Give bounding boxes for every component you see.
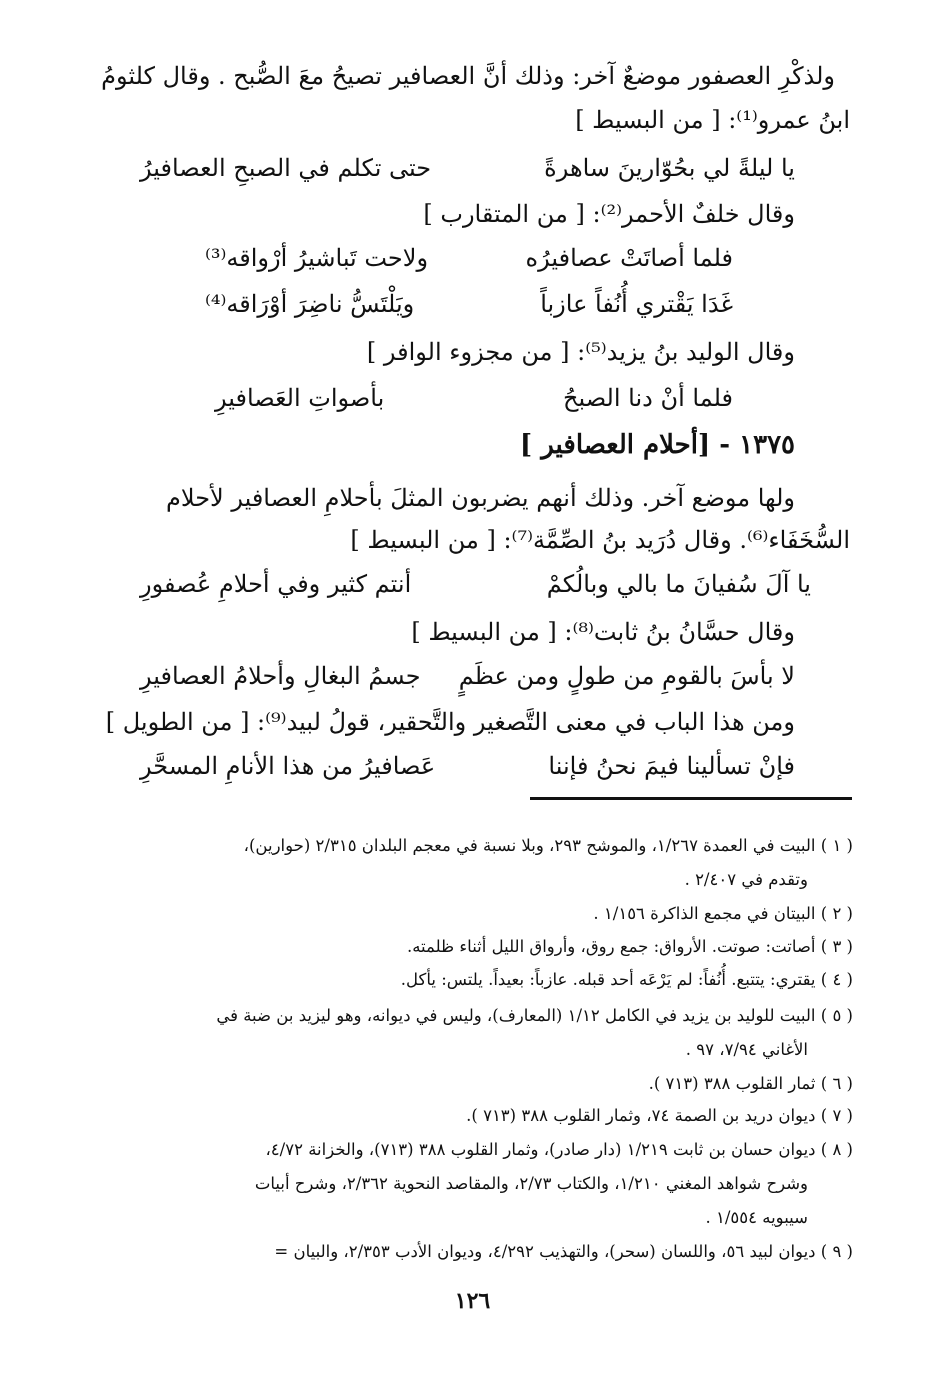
footnote-continuation: الأغاني ٧/٩٤، ٩٧ . xyxy=(685,1040,808,1059)
paragraph-line: ولها موضع آخر. وذلك أنهم يضربون المثلَ بأحلامِ العصافير لأحلام xyxy=(166,484,795,512)
verse-hemistich-second: ولاحت تَباشيرُ أرْواقه⁽³⁾ xyxy=(205,244,429,272)
verse-hemistich-second: حتى تكلم في الصبحِ العصافيرُ xyxy=(140,154,432,182)
verse-hemistich-first: غَدَا يَقْتري أُنُفاً عازباً xyxy=(540,290,733,318)
paragraph-line: السُّخَفَاء⁽⁶⁾. وقال دُرَيد بنُ الصِّمَّة⁽⁷⁾: [ من البسيط ] xyxy=(350,526,850,554)
footnote: ( ١ ) البيت في العمدة ١/٢٦٧، والموشح ٢٩٣، وبلا نسبة في معجم البلدان ٢/٣١٥ (حوارين)، xyxy=(243,836,853,855)
footnote: ( ٦ ) ثمار القلوب ٣٨٨ (٧١٣ ). xyxy=(648,1074,853,1093)
section-heading: ١٣٧٥ - [أحلام العصافير ] xyxy=(519,430,795,460)
footnote: ( ٧ ) ديوان دريد بن الصمة ٧٤، وثمار القلوب ٣٨٨ (٧١٣ ). xyxy=(466,1106,853,1125)
verse-hemistich-first: لا بأسَ بالقومِ من طولٍ ومن عظَمٍ xyxy=(458,662,795,690)
verse-hemistich-second: أنتم كثير وفي أحلامِ عُصفورِ xyxy=(140,570,412,598)
footnote: ( ٣ ) أصاتت: صوتت. الأرواق: جمع روق، وأرواق الليل أثناء ظلمته. xyxy=(406,937,853,956)
footnote: ( ٩ ) ديوان لبيد ٥٦، واللسان (سحر)، والتهذيب ٤/٢٩٢، وديوان الأدب ٢/٣٥٣، والبيان = xyxy=(274,1242,853,1261)
paragraph-line: ولذكْرِ العصفور موضعٌ آخر: وذلك أنَّ العصافير تصيحُ معَ الصُّبح . وقال كلثومُ xyxy=(101,62,835,90)
verse-hemistich-second: جسمُ البغالِ وأحلامُ العصافيرِ xyxy=(140,662,421,690)
footnote: ( ٤ ) يقتري: يتتبع. أُنُفاً: لم يَرْعَه أحد قبله. عازباً: بعيداً. يلتس: يأكل. xyxy=(400,970,853,989)
verse-hemistich-first: فلما أنْ دنا الصبحُ xyxy=(563,384,733,412)
verse-hemistich-first: يا ليلةً لي بحُوّارينَ ساهرةً xyxy=(544,154,795,182)
verse-hemistich-first: فلما أصاتَتْ عصافيرُه xyxy=(525,244,733,272)
footnote-continuation: سيبويه ١/٥٥٤ . xyxy=(705,1208,808,1227)
paragraph-line: ابنُ عمرو⁽¹⁾: [ من البسيط ] xyxy=(575,106,850,134)
verse-intro: وقال خلفٌ الأحمر⁽²⁾: [ من المتقارب ] xyxy=(423,200,795,228)
verse-intro: ومن هذا الباب في معنى التَّصغير والتَّحقير، قولُ لبيد⁽⁹⁾: [ من الطويل ] xyxy=(105,708,795,736)
verse-intro: وقال الوليد بنُ يزيد⁽⁵⁾: [ من مجزوء الوافر ] xyxy=(366,338,795,366)
footnote: ( ٢ ) البيتان في مجمع الذاكرة ١/١٥٦ . xyxy=(593,904,853,923)
footnote-continuation: وتقدم في ٢/٤٠٧ . xyxy=(684,870,808,889)
verse-hemistich-second: عَصافيرُ من هذا الأنامِ المسحَّرِ xyxy=(140,752,436,780)
footnote: ( ٨ ) ديوان حسان بن ثابت ١/٢١٩ (دار صادر)، وثمار القلوب ٣٨٨ (٧١٣)، والخزانة ٤/٧٢، xyxy=(265,1140,853,1159)
verse-hemistich-first: يا آلَ سُفيانَ ما بالي وبالُكمْ xyxy=(546,570,811,598)
footnote: ( ٥ ) البيت للوليد بن يزيد في الكامل ١/١٢ (المعارف)، وليس في ديوانه، وهو ليزيد بن ضبة في xyxy=(216,1006,853,1025)
verse-hemistich-first: فإنْ تسألينا فيمَ نحنُ فإننا xyxy=(548,752,795,780)
footnote-continuation: وشرح شواهد المغني ١/٢١٠، والكتاب ٢/٧٣، والمقاصد النحوية ٢/٣٦٢، وشرح أبيات xyxy=(254,1174,808,1193)
verse-intro: وقال حسَّانُ بنُ ثابت⁽⁸⁾: [ من البسيط ] xyxy=(411,618,795,646)
verse-hemistich-second: بأصواتِ العَصافيرِ xyxy=(215,384,385,412)
footnote-separator xyxy=(530,797,852,800)
page-number: ١٢٦ xyxy=(454,1288,491,1314)
verse-hemistich-second: ويَلْتَسُّ ناضِرَ أوْرَاقه⁽⁴⁾ xyxy=(205,290,415,318)
